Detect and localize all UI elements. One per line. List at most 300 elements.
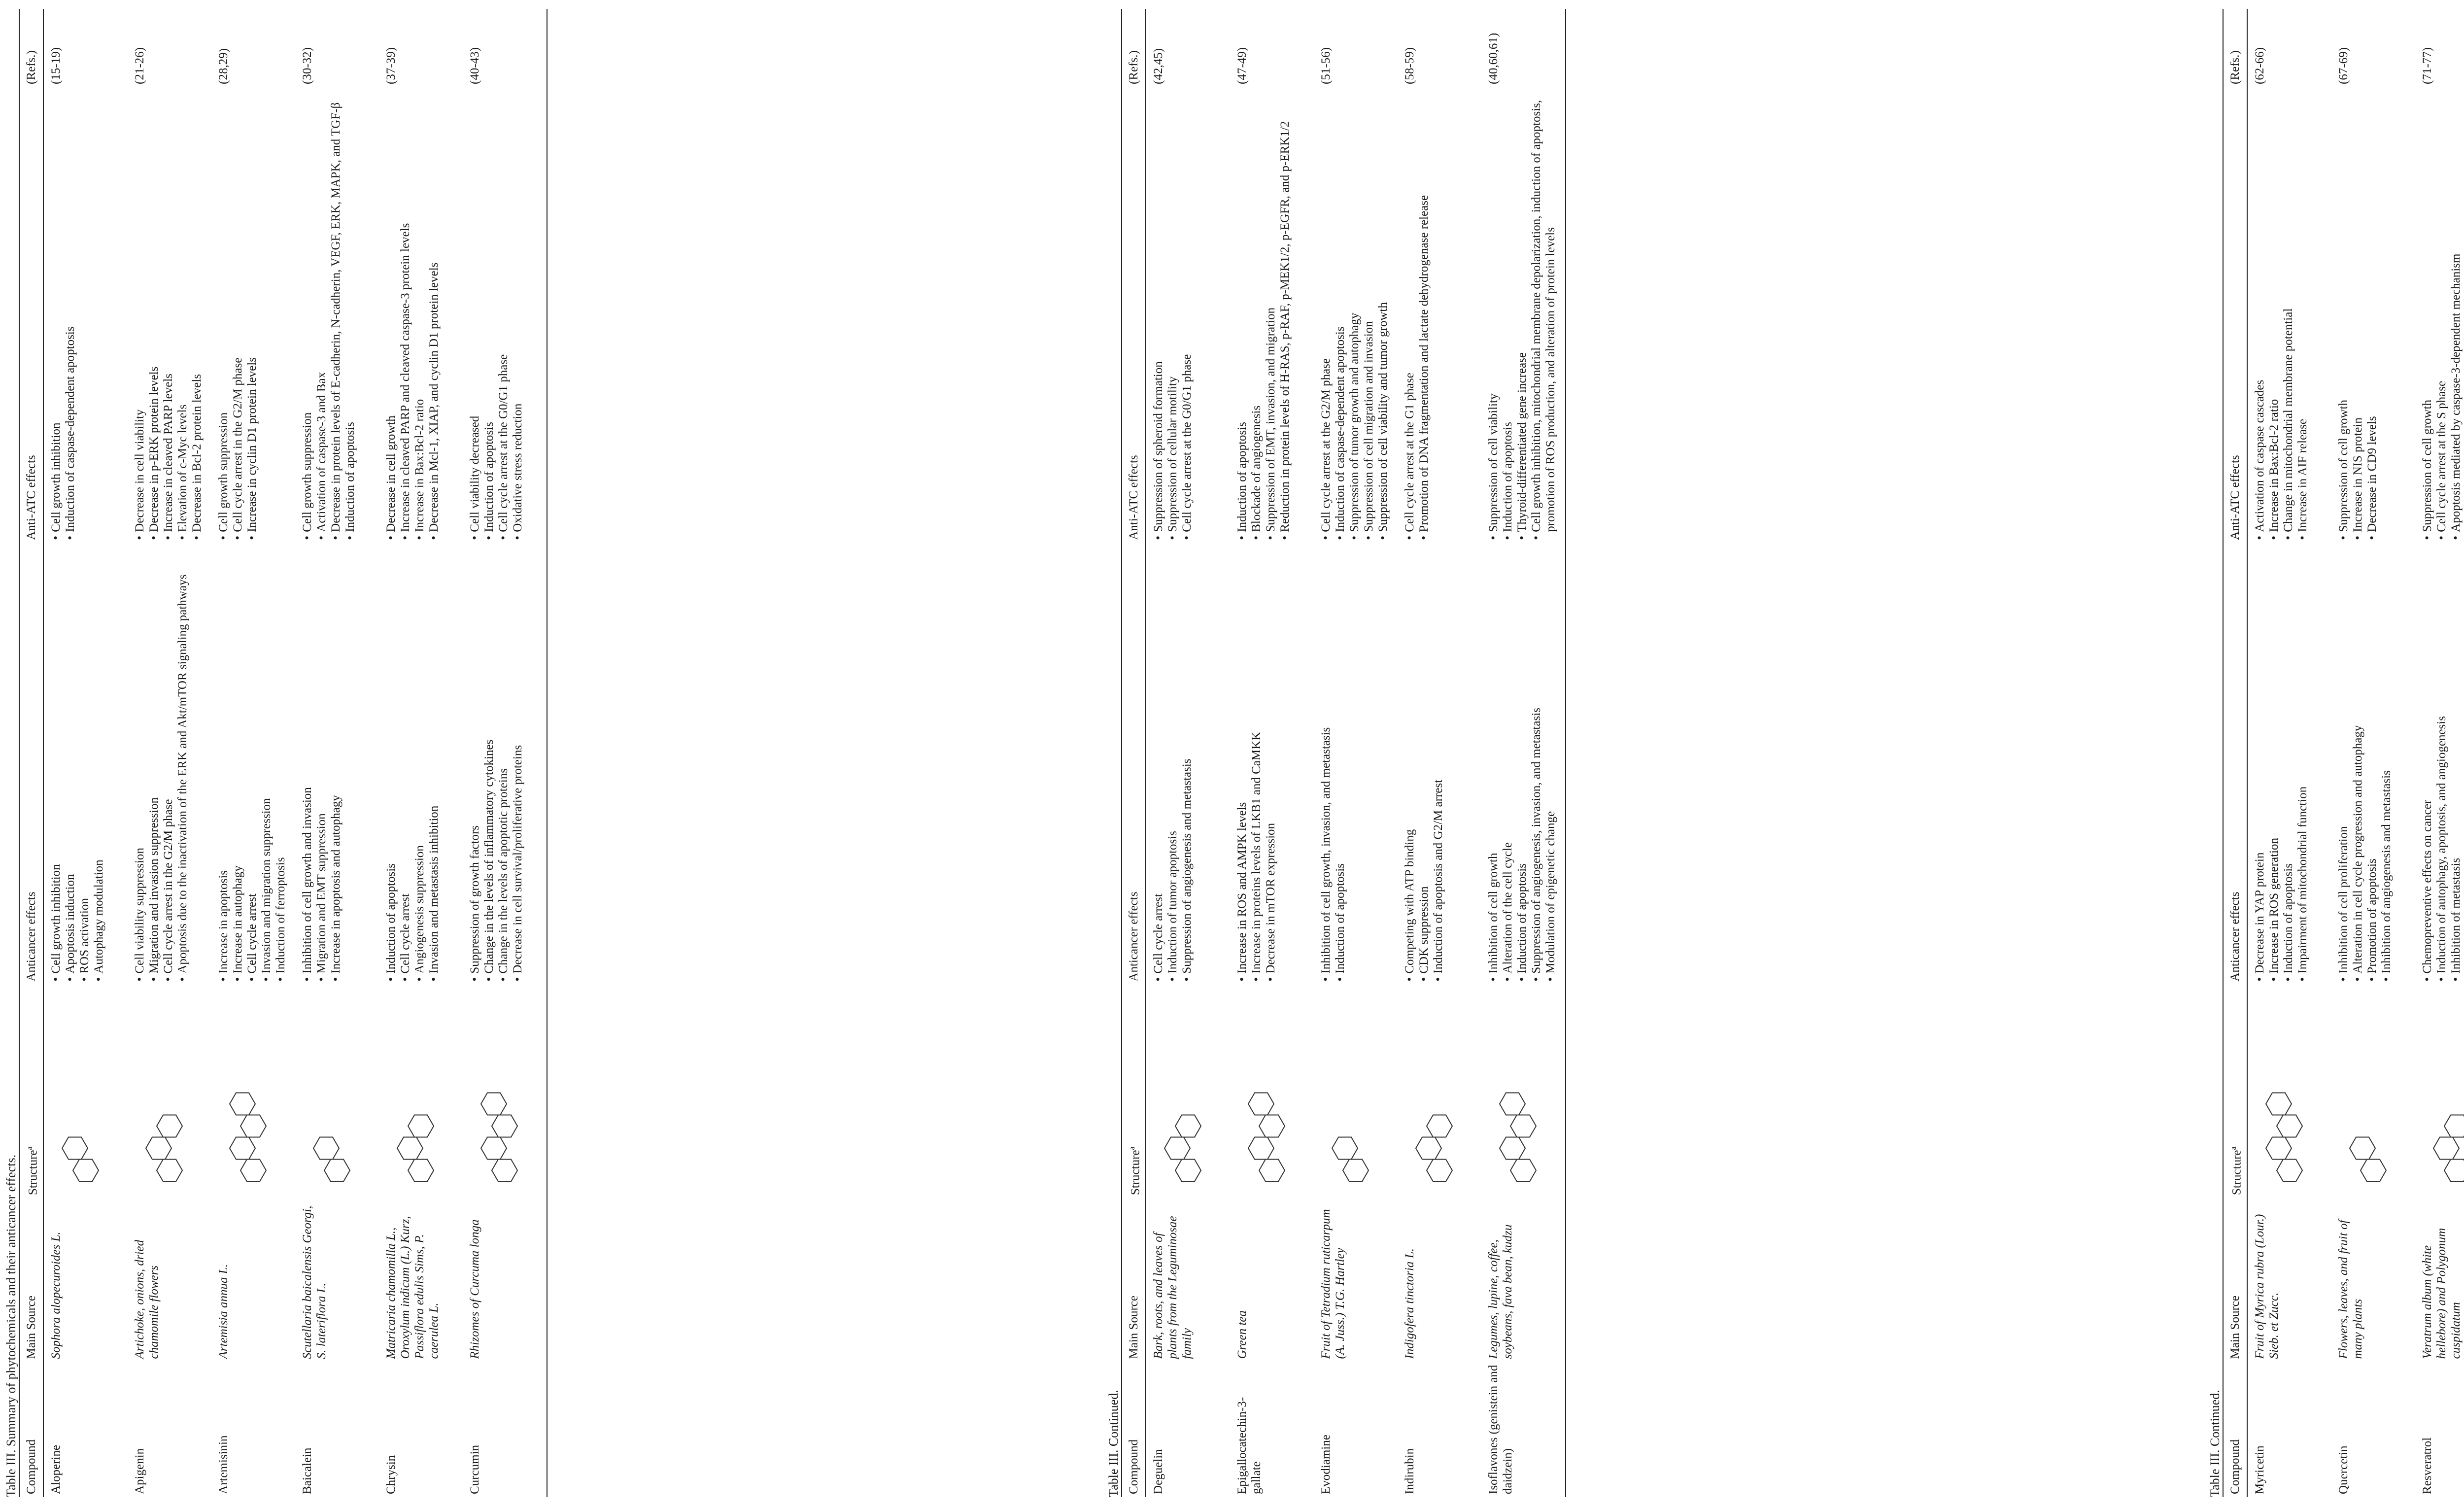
effect-item: • Change in the levels of inflammatory cytokines [482, 546, 496, 982]
effect-item: • Decrease in p-ERK protein levels [147, 90, 161, 540]
anticancer-effects-cell [1481, 543, 1566, 985]
effects-list [1151, 90, 1194, 540]
anti-atc-effects-cell [1314, 87, 1398, 543]
effect-item: • Cell growth inhibition, mitochondrial membrane depolarization, induction of apoptosis, promotion of ROS production, and alteration of protein levels [1529, 90, 1558, 540]
chemical-structure-drawing [468, 1072, 542, 1195]
ring [408, 1160, 434, 1182]
effect-item: • Increase in ROS generation [2267, 546, 2281, 982]
structure-cell [1146, 985, 1230, 1198]
source-text: Rhizomes of Curcuma longa [468, 1219, 482, 1359]
ring [1416, 1137, 1441, 1160]
effect-item: • Induction of apoptosis [2281, 546, 2295, 982]
effect-item: • Cell cycle arrest [245, 546, 259, 982]
ring [1427, 1160, 1452, 1182]
effects-list [1151, 546, 1194, 982]
column-header [2223, 543, 2247, 985]
effect-item: • Increase in proteins levels of LKB1 and CaMKK [1249, 546, 1264, 982]
source-cell [295, 1198, 379, 1362]
effect-item: • Increase in AIF release [2295, 90, 2310, 540]
ring [397, 1137, 423, 1160]
column-header-label: Anticancer effects [2228, 891, 2242, 982]
table-body [1146, 9, 1566, 1497]
refs-cell: (67-69) [2337, 47, 2351, 84]
effect-item: • Activation of caspase cascades [2253, 90, 2267, 540]
refs-cell: (28,29) [217, 48, 231, 84]
table-row [463, 9, 547, 1497]
table-title: Table III. Continued. [1106, 1390, 1121, 1497]
phytochemicals-table [19, 9, 548, 1497]
anti-atc-effects-cell [43, 87, 128, 543]
anti-atc-effects-cell [379, 87, 463, 543]
table-row [128, 9, 211, 1497]
effect-item: • Increase in cleaved PARP and cleaved caspase-3 protein levels [398, 90, 412, 540]
ring [1510, 1115, 1536, 1137]
column-header [2223, 87, 2247, 543]
effect-item: • Promotion of apoptosis [2365, 546, 2379, 982]
effect-item: • Decrease in YAP protein [2253, 546, 2267, 982]
column-header-label: Anticancer effects [1127, 891, 1141, 982]
column-header-label: Anti-ATC effects [2228, 455, 2242, 540]
effect-item: • Cell cycle arrest in the G2/M phase [161, 546, 175, 982]
compound-cell: Chrysin [384, 1455, 398, 1494]
effect-item: • Decrease in mTOR expression [1264, 546, 1278, 982]
effect-item: • Cell cycle arrest [398, 546, 412, 982]
ring [2266, 1137, 2292, 1160]
column-header [1122, 1198, 1146, 1362]
column-header-label: Main Source [1127, 1296, 1141, 1359]
effect-item: • Induction of apoptosis [1515, 546, 1529, 982]
anticancer-effects-cell [43, 543, 128, 985]
effect-item: • Increase in cleaved PARP levels [161, 90, 175, 540]
column-header [19, 9, 43, 87]
compound-cell: Curcumin [463, 1362, 547, 1497]
effect-item: • Suppression of cell viability [1486, 90, 1501, 540]
ring [481, 1137, 507, 1160]
phytochemicals-table [2223, 9, 2464, 1497]
chemical-structure-drawing [2336, 1072, 2410, 1195]
compound-cell: Resveratrol [2421, 1437, 2434, 1494]
effect-item: • Suppression of EMT, invasion, and migration [1264, 90, 1278, 540]
effect-item: • Inhibition of angiogenesis and metastasis [2379, 546, 2394, 982]
refs-cell: (42,45) [1152, 48, 1165, 84]
effect-item: • Cell viability suppression [133, 546, 147, 982]
structure-cell [2331, 985, 2415, 1198]
column-header [2223, 985, 2247, 1198]
structure-cell [128, 985, 211, 1198]
effect-item: • Induction of apoptosis [1333, 546, 1347, 982]
effect-item: • Cell cycle arrest [1151, 546, 1165, 982]
ring [1427, 1115, 1452, 1137]
effect-item: • Suppression of growth factors [468, 546, 482, 982]
effects-list [133, 546, 190, 982]
effect-item: • Decrease in cell growth [384, 90, 398, 540]
chemical-structure-drawing [300, 1072, 374, 1195]
ring [1259, 1115, 1285, 1137]
column-header-label: Compound [25, 1439, 38, 1494]
effect-item: • Inhibition of cell growth and invasion [300, 546, 314, 982]
effect-item: • Decrease in Mcl-1, XIAP, and cyclin D1 protein levels [427, 90, 441, 540]
source-text: Indigofera tinctoria L. [1403, 1248, 1417, 1359]
structure-cell [463, 985, 547, 1198]
effect-item: • Inhibition of cell growth [1486, 546, 1501, 982]
effects-list [49, 90, 77, 540]
effect-item: • Cell cycle arrest at the G2/M phase [1319, 90, 1333, 540]
effect-item: • Modulation of epigenetic change [1543, 546, 1558, 982]
effect-item: • Suppression of angiogenesis and metastasis [1180, 546, 1194, 982]
source-cell [128, 1198, 211, 1362]
footnote-marker: a [26, 1146, 34, 1150]
ring [492, 1160, 517, 1182]
effect-item: • Suppression of cell migration and invasion [1362, 90, 1376, 540]
refs-cell: (21-26) [133, 47, 147, 84]
effect-item: • Change in the levels of apoptotic proteins [496, 546, 511, 982]
effects-list [216, 90, 259, 540]
refs-cell: (15-19) [49, 47, 63, 84]
source-cell [43, 1198, 128, 1362]
effect-item: • Induction of apoptosis [482, 90, 496, 540]
anti-atc-effects-cell [1230, 87, 1314, 543]
compound-cell: Evodiamine [1319, 1435, 1333, 1494]
effect-item: • Induction of caspase-dependent apoptosis [1333, 90, 1347, 540]
effect-item: • Oxidative stress reduction [511, 90, 525, 540]
anticancer-effects-cell [128, 543, 211, 985]
column-header [19, 985, 43, 1198]
effect-item: • Induction of apoptosis [343, 90, 357, 540]
refs-cell: (47-49) [1235, 47, 1249, 84]
effects-list [2336, 90, 2379, 540]
compound-cell: Indirubin [1403, 1448, 1417, 1494]
effect-item: • Apoptosis induction [63, 546, 77, 982]
phytochemicals-table [1121, 9, 1566, 1497]
column-header-label: Main Source [25, 1296, 38, 1359]
source-cell [1314, 1198, 1398, 1362]
chemical-structure-drawing [384, 1072, 458, 1195]
ring [146, 1137, 171, 1160]
effect-item: • Increase in NIS protein [2351, 90, 2365, 540]
effect-item: • Activation of caspase-3 and Bax [314, 90, 329, 540]
ring [324, 1160, 350, 1182]
source-text: Artemisia annua L. [217, 1264, 231, 1359]
effect-item: • ROS activation [77, 546, 92, 982]
effect-item: • Inhibition of cell growth, invasion, and metastasis [1319, 546, 1333, 982]
column-header-label: Main Source [2228, 1296, 2242, 1359]
effect-item: • Elevation of c-Myc levels [175, 90, 190, 540]
column-header-label: Anti-ATC effects [1127, 455, 1141, 540]
effect-item: • Competing with ATP binding [1403, 546, 1417, 982]
refs-cell: (51-56) [1319, 47, 1333, 84]
ring [1248, 1093, 1274, 1115]
anticancer-effects-cell [2331, 543, 2415, 985]
anti-atc-effects-cell [211, 87, 295, 543]
refs-cell: (40-43) [463, 9, 547, 87]
source-cell [2247, 1198, 2331, 1362]
effect-item: • Induction of ferroptosis [274, 546, 288, 982]
effect-item: • Increase in ROS and AMPK levels [1235, 546, 1249, 982]
effect-item: • Thyroid-differentiated gene increase [1515, 90, 1529, 540]
column-header [2223, 1198, 2247, 1362]
effect-item: • Inhibition of cell proliferation [2336, 546, 2351, 982]
source-cell [463, 1198, 547, 1362]
table-row [2247, 9, 2331, 1497]
effect-item: • Invasion and metastasis inhibition [427, 546, 441, 982]
column-header [19, 1198, 43, 1362]
effect-item: • Increase in autophagy [231, 546, 245, 982]
chemical-structure-drawing [49, 1072, 123, 1195]
ring [240, 1160, 266, 1182]
source-cell [379, 1198, 463, 1362]
effect-item: • Increase in Bax:Bcl-2 ratio [412, 90, 427, 540]
anticancer-effects-cell [1314, 543, 1398, 985]
column-header-label: Compound [1127, 1439, 1141, 1494]
chemical-structure-drawing [1486, 1072, 1560, 1195]
effect-item: • Invasion and migration suppression [259, 546, 274, 982]
effect-item: • Change in mitochondrial membrane potential [2281, 90, 2295, 540]
effects-list [468, 546, 525, 982]
effects-list [2420, 90, 2464, 540]
source-text: Artichoke, onions, dried chamomile flowers [133, 1239, 161, 1359]
ring [1175, 1115, 1201, 1137]
effect-item: • Angiogenesis suppression [412, 546, 427, 982]
table-row [1146, 9, 1230, 1497]
ring [73, 1160, 99, 1182]
effects-list [300, 546, 343, 982]
column-header [19, 543, 43, 985]
table-row [1398, 9, 1481, 1497]
column-header-label: (Refs.) [1127, 50, 1141, 84]
anti-atc-effects-cell [295, 87, 379, 543]
chemical-structure-drawing [2253, 1072, 2327, 1195]
column-header [1122, 543, 1146, 985]
refs-cell: (37-39) [384, 47, 398, 84]
compound-cell: Myricetin [2253, 1445, 2267, 1494]
refs-cell: (40,60,61) [1481, 9, 1566, 87]
effect-item: • Apoptosis mediated by caspase-3-dependent mechanism [2449, 90, 2463, 540]
ring [62, 1137, 88, 1160]
effects-list [1319, 90, 1390, 540]
effect-item: • Induction of apoptosis [1235, 90, 1249, 540]
refs-cell: (71-77) [2421, 47, 2434, 84]
anti-atc-effects-cell [1481, 87, 1566, 543]
source-cell [211, 1198, 295, 1362]
column-header [2223, 1362, 2247, 1497]
source-text: Fruit of Tetradium ruticarpum (A. Juss.) T.G. Hartley [1319, 1209, 1347, 1359]
table-row [2331, 9, 2415, 1497]
table-section-3 [2208, 9, 2464, 1497]
effects-list [1235, 546, 1278, 982]
column-header [19, 1362, 43, 1497]
effects-list [133, 90, 204, 540]
anti-atc-effects-cell [1398, 87, 1481, 543]
ring [1500, 1093, 1525, 1115]
effect-item: • Decrease in cell survival/proliferative proteins [511, 546, 525, 982]
effect-item: • Decrease in CD9 levels [2365, 90, 2379, 540]
anticancer-effects-cell [2415, 543, 2464, 985]
effect-item: • Impairment of mitochondrial function [2295, 546, 2310, 982]
ring [2433, 1137, 2459, 1160]
effects-list [1403, 546, 1445, 982]
structure-cell [1398, 985, 1481, 1198]
effect-item: • Promotion of DNA fragmentation and lactate dehydrogenase release [1417, 90, 1431, 540]
source-text: Bark, roots, and leaves of plants from the Leguminosae family [1152, 1216, 1194, 1359]
structure-cell [1230, 985, 1314, 1198]
effect-item: • Induction of tumor apoptosis [1165, 546, 1180, 982]
effects-list [1319, 546, 1347, 982]
column-header-label: (Refs.) [2228, 50, 2242, 84]
chemical-structure-drawing [216, 1072, 290, 1195]
effect-item: • Alteration of the cell cycle [1501, 546, 1515, 982]
effect-item: • Decrease in Bcl-2 protein levels [190, 90, 204, 540]
effect-item: • Blockade of angiogenesis [1249, 90, 1264, 540]
effect-item: • Induction of apoptosis and G2/M arrest [1431, 546, 1445, 982]
effect-item: • CDK suppression [1417, 546, 1431, 982]
anticancer-effects-cell [2247, 543, 2331, 985]
ring [1248, 1137, 1274, 1160]
table-row [379, 9, 463, 1497]
ring [2444, 1115, 2464, 1137]
source-cell [2415, 1198, 2464, 1362]
effect-item: • Cell cycle arrest in the G2/M phase [231, 90, 245, 540]
source-cell [1481, 1198, 1566, 1362]
effect-item: • Cell cycle arrest at the G1 phase [1403, 90, 1417, 540]
footnote-marker: a [2229, 1146, 2238, 1150]
ring [2361, 1160, 2386, 1182]
column-header [1122, 87, 1146, 543]
anti-atc-effects-cell [2331, 87, 2415, 543]
ring [1510, 1160, 1536, 1182]
ring [408, 1115, 434, 1137]
ring [313, 1137, 339, 1160]
column-header-label: Anti-ATC effects [25, 455, 38, 540]
anticancer-effects-cell [295, 543, 379, 985]
table-row [43, 9, 128, 1497]
table-section-1 [4, 9, 548, 1497]
ring [1164, 1137, 1190, 1160]
effect-item: • Suppression of angiogenesis, invasion, and metastasis [1529, 546, 1543, 982]
source-cell [1398, 1198, 1481, 1362]
ring [157, 1115, 182, 1137]
effects-list [1486, 90, 1558, 540]
effects-list [384, 546, 441, 982]
effect-item: • Cell growth suppression [300, 90, 314, 540]
effect-item: • Autophagy modulation [92, 546, 106, 982]
compound-cell: Quercetin [2337, 1445, 2351, 1494]
chemical-structure-drawing [1151, 1072, 1225, 1195]
effect-item: • Inhibition of metastasis [2449, 546, 2463, 982]
effect-item: • Decrease in cell viability [133, 90, 147, 540]
structure-cell [43, 985, 128, 1198]
table-title: Table III. Summary of phytochemicals and their anticancer effects. [4, 1154, 18, 1497]
effects-list [2253, 546, 2310, 982]
effect-item: • Suppression of cell growth [2336, 90, 2351, 540]
source-text: Sophora alopecuroides L. [49, 1232, 63, 1359]
structure-cell [2247, 985, 2331, 1198]
column-header-label: Anticancer effects [25, 891, 38, 982]
refs-cell: (62-66) [2253, 47, 2267, 84]
ring [1332, 1137, 1358, 1160]
chemical-structure-drawing [2420, 1072, 2464, 1195]
anticancer-effects-cell [379, 543, 463, 985]
effect-item: • Suppression of tumor growth and autophagy [1347, 90, 1362, 540]
compound-cell: Aloperine [49, 1445, 63, 1494]
effect-item: • Reduction in protein levels of H-RAS, p-RAF, p-MEK1/2, p-EGFR, and p-ERK1/2 [1278, 90, 1292, 540]
effects-list [1235, 90, 1292, 540]
source-text: Green tea [1235, 1310, 1249, 1359]
column-header-label: Structure [2230, 1150, 2244, 1196]
source-cell [2331, 1198, 2415, 1362]
effect-item: • Suppression of cell viability and tumor growth [1376, 90, 1390, 540]
effect-item: • Decrease in protein levels of E-cadherin, N-cadherin, VEGF, ERK, MAPK, and TGF-β [329, 90, 343, 540]
effect-item: • Migration and invasion suppression [147, 546, 161, 982]
effect-item: • Cell growth inhibition [49, 90, 63, 540]
column-header-label: Structure [26, 1150, 40, 1196]
chemical-structure-drawing [1235, 1072, 1309, 1195]
column-header [1122, 9, 1146, 87]
source-cell [1146, 1198, 1230, 1362]
effects-list [300, 90, 357, 540]
ring [1500, 1137, 1525, 1160]
effects-list [216, 546, 288, 982]
chemical-structure-drawing [133, 1072, 206, 1195]
column-header [19, 87, 43, 543]
ring [2350, 1137, 2375, 1160]
effect-item: • Cell cycle arrest at the G0/G1 phase [496, 90, 511, 540]
ring [1343, 1160, 1369, 1182]
structure-cell [1481, 985, 1566, 1198]
effect-item: • Suppression of cellular motility [1165, 90, 1180, 540]
table-row [295, 9, 379, 1497]
effect-item: • Cell cycle arrest at the G0/G1 phase [1180, 90, 1194, 540]
chemical-structure-drawing [1403, 1072, 1476, 1195]
column-header-label: (Refs.) [25, 50, 38, 84]
anti-atc-effects-cell [2247, 87, 2331, 543]
ring [1175, 1160, 1201, 1182]
anticancer-effects-cell [1398, 543, 1481, 985]
effects-list [468, 90, 525, 540]
compound-cell: Epigallocatechin-3-gallate [1235, 1397, 1264, 1494]
effect-item: • Increase in cyclin D1 protein levels [245, 90, 259, 540]
effects-list [1403, 90, 1431, 540]
source-text: Matricaria chamomilla L., Oroxylum indicum (L.) Kurz, Passiflora edulis Sims, P. caerulea L. [384, 1216, 441, 1359]
effects-list [49, 546, 106, 982]
anti-atc-effects-cell [2415, 87, 2464, 543]
effects-list [2336, 546, 2394, 982]
effect-item: • Induction of caspase-dependent apoptosis [63, 90, 77, 540]
table-row [211, 9, 295, 1497]
effect-item: • Increase in apoptosis [216, 546, 231, 982]
chemical-structure-drawing [1319, 1072, 1393, 1195]
column-header [2223, 9, 2247, 87]
table-row [1481, 9, 1566, 1497]
effect-item: • Alteration in cell cycle progression and autophagy [2351, 546, 2365, 982]
footnote-marker: a [1128, 1146, 1136, 1150]
table-row [1230, 9, 1314, 1497]
refs-cell: (58-59) [1403, 47, 1417, 84]
table-row [2415, 9, 2464, 1497]
anticancer-effects-cell [1230, 543, 1314, 985]
column-header-label: Structure [1129, 1150, 1142, 1196]
compound-cell: Artemisinin [217, 1435, 231, 1494]
ring [2277, 1115, 2302, 1137]
ring [230, 1137, 255, 1160]
effect-item: • Cell cycle arrest at the S phase [2434, 90, 2449, 540]
source-text: Fruit of Myrica rubra (Lour.) Sieb. et Zucc. [2253, 1214, 2281, 1359]
effect-item: • Cell growth inhibition [49, 546, 63, 982]
effect-item: • Induction of autophagy, apoptosis, and angiogenesis [2434, 546, 2449, 982]
table-section-2 [1106, 9, 1566, 1497]
structure-cell [295, 985, 379, 1198]
effect-item: • Increase in Bax:Bcl-2 ratio [2267, 90, 2281, 540]
table-header-row [1122, 9, 1146, 1497]
